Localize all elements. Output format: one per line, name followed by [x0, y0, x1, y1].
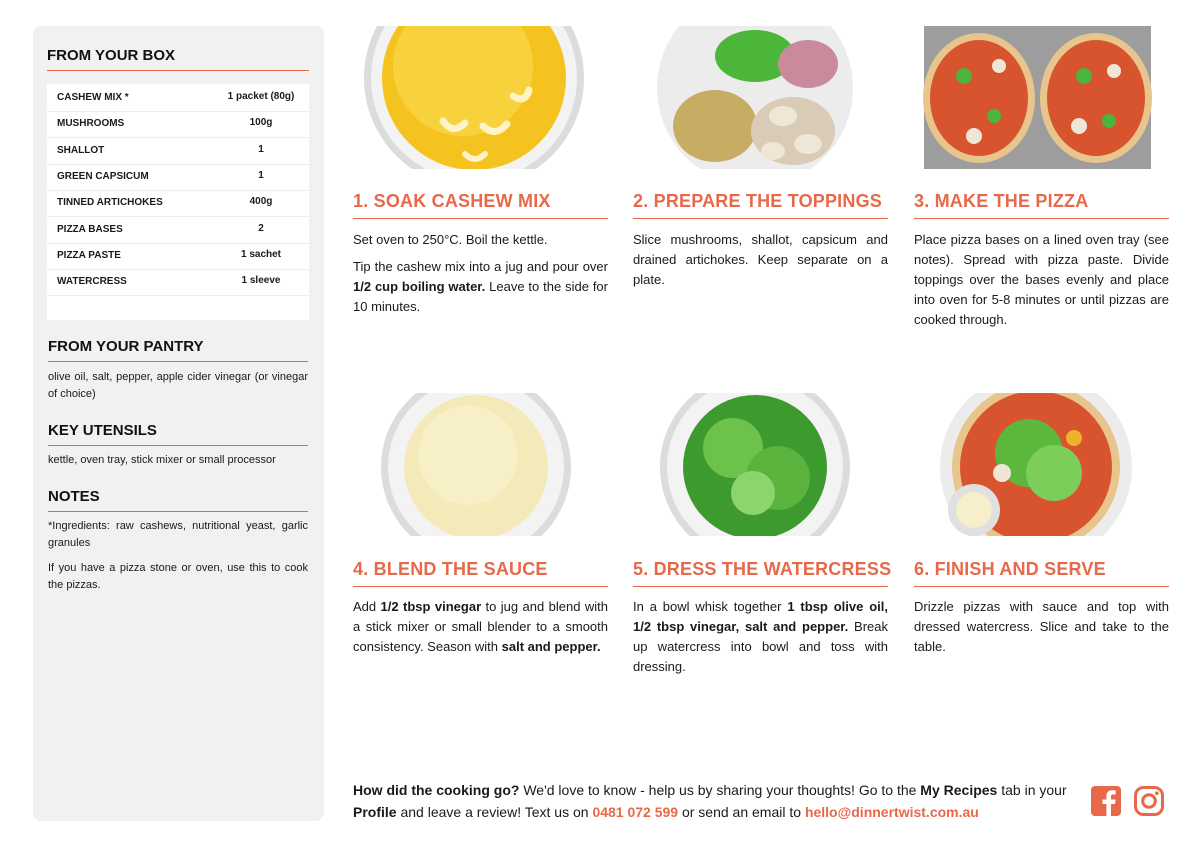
box-ingredient-row: [47, 111, 309, 138]
box-ingredient-row: [47, 217, 309, 244]
bold-ingredient-text: salt and pepper.: [501, 639, 601, 654]
notes-text-1: *Ingredients: raw cashews, nutritional yeast, garlic granules: [48, 520, 308, 549]
utensils-title: KEY UTENSILS: [48, 422, 157, 439]
step-body-4: [353, 597, 608, 664]
divider: [353, 218, 608, 219]
feedback-footer: [353, 779, 1073, 823]
step-title-2: 2. PREPARE THE TOPPINGS: [633, 191, 882, 211]
box-ingredient-row: [47, 164, 309, 191]
notes-title: NOTES: [48, 488, 100, 505]
ingredient-qty: 400g: [249, 196, 273, 208]
divider: [48, 445, 308, 446]
instruction-text: Place pizza bases on a lined oven tray (see notes). Spread with pizza paste. Divide toppings over the bases evenly and place into oven for 5-8 minutes or until pizzas are cooked through.: [914, 232, 1169, 327]
footer-text: tab in your: [997, 782, 1067, 798]
pantry-text: olive oil, salt, pepper, apple cider vinegar (or vinegar of choice): [48, 371, 308, 400]
divider: [914, 586, 1169, 587]
footer-text: or send an email to: [678, 804, 805, 820]
ingredient-name: MUSHROOMS: [57, 118, 125, 130]
step-paragraph: [914, 597, 1169, 657]
ingredient-qty: 100g: [249, 117, 273, 129]
ingredient-qty: 1 packet (80g): [227, 91, 295, 102]
ingredient-qty: 1 sleeve: [241, 275, 281, 287]
footer-text: We'd love to know - help us by sharing your thoughts! Go to the: [519, 782, 921, 798]
ingredient-name: CASHEW MIX *: [57, 92, 129, 103]
utensils-text: kettle, oven tray, stick mixer or small processor: [48, 454, 276, 466]
step-body-3: [914, 230, 1169, 337]
box-ingredient-row: [47, 138, 309, 165]
box-ingredient-row: [47, 190, 309, 217]
pantry-title: FROM YOUR PANTRY: [48, 338, 204, 355]
step-paragraph: [633, 230, 888, 290]
ingredients-sidebar: [33, 26, 324, 821]
footer-text: and leave a review! Text us on: [396, 804, 593, 820]
bold-ingredient-text: 1 tbsp olive oil, 1/2 tbsp vinegar, salt and pepper.: [633, 599, 888, 634]
step-body-6: [914, 597, 1169, 664]
notes-text-2: If you have a pizza stone or oven, use this to cook the pizzas.: [48, 562, 308, 591]
ingredient-name: GREEN CAPSICUM: [57, 170, 149, 182]
instruction-text: Drizzle pizzas with sauce and top with dressed watercress. Slice and take to the table.: [914, 599, 1169, 654]
divider: [633, 586, 888, 587]
footer-text: Profile: [353, 804, 397, 820]
step-title-5: 5. DRESS THE WATERCRESS: [633, 559, 892, 579]
box-ingredients-table: [47, 84, 309, 320]
step-body-2: [633, 230, 888, 297]
instruction-text: Slice mushrooms, shallot, capsicum and drained artichokes. Keep separate on a plate.: [633, 232, 888, 287]
instruction-text: Leave to the side for 10 minutes.: [353, 279, 608, 314]
instagram-icon[interactable]: [1133, 785, 1165, 817]
ingredient-name: PIZZA PASTE: [57, 249, 121, 261]
ingredient-qty: 2: [258, 222, 264, 234]
cashew-soak-photo: [353, 26, 608, 169]
bold-ingredient-text: 1/2 cup boiling water.: [353, 279, 486, 294]
instruction-text: Tip the cashew mix into a jug and pour over: [353, 259, 608, 274]
step-title-3: 3. MAKE THE PIZZA: [914, 191, 1089, 211]
phone-link[interactable]: 0481 072 599: [592, 804, 679, 820]
step-paragraph: [353, 257, 608, 317]
step-body-5: [633, 597, 888, 684]
finished-pizza-photo: [914, 393, 1169, 536]
instruction-text: Add: [353, 599, 381, 614]
sauce-photo: [353, 393, 608, 536]
step-title-6: 6. FINISH AND SERVE: [914, 559, 1106, 579]
divider: [914, 218, 1169, 219]
box-ingredient-row: [47, 243, 309, 270]
step-title-4: 4. BLEND THE SAUCE: [353, 559, 548, 579]
facebook-icon[interactable]: [1090, 785, 1122, 817]
ingredient-qty: 1: [258, 143, 264, 155]
divider: [353, 586, 608, 587]
box-ingredient-row: [47, 269, 309, 296]
box-ingredient-row: [47, 85, 309, 112]
divider: [48, 511, 308, 512]
instruction-text: In a bowl whisk together: [633, 599, 788, 614]
toppings-photo: [633, 26, 888, 169]
instruction-text: Break up watercress into bowl and toss with dressing.: [633, 619, 888, 674]
ingredient-qty: 1 sachet: [240, 248, 282, 260]
from-your-box-title: FROM YOUR BOX: [47, 47, 176, 64]
ingredient-qty: 1: [258, 169, 264, 181]
step-body-1: [353, 230, 608, 324]
instruction-text: Set oven to 250°C. Boil the kettle.: [353, 232, 548, 247]
divider: [48, 361, 308, 362]
footer-text: My Recipes: [920, 782, 998, 798]
footer-text: How did the cooking go?: [353, 782, 520, 798]
step-paragraph: [353, 597, 608, 657]
ingredient-name: PIZZA BASES: [57, 223, 123, 235]
bold-ingredient-text: 1/2 tbsp vinegar: [380, 599, 482, 614]
step-title-1: 1. SOAK CASHEW MIX: [353, 191, 551, 211]
step-paragraph: [633, 597, 888, 677]
pizza-tray-photo: [914, 26, 1169, 169]
watercress-photo: [633, 393, 888, 536]
ingredient-name: SHALLOT: [57, 144, 105, 156]
divider: [47, 70, 309, 71]
divider: [633, 218, 888, 219]
step-paragraph: [914, 230, 1169, 330]
ingredient-name: WATERCRESS: [57, 276, 127, 288]
step-paragraph: [353, 230, 608, 250]
instruction-text: to jug and blend with a stick mixer or small blender to a smooth consistency. Season with: [353, 599, 608, 654]
email-link[interactable]: hello@dinnertwist.com.au: [804, 804, 979, 820]
ingredient-name: TINNED ARTICHOKES: [57, 197, 163, 209]
